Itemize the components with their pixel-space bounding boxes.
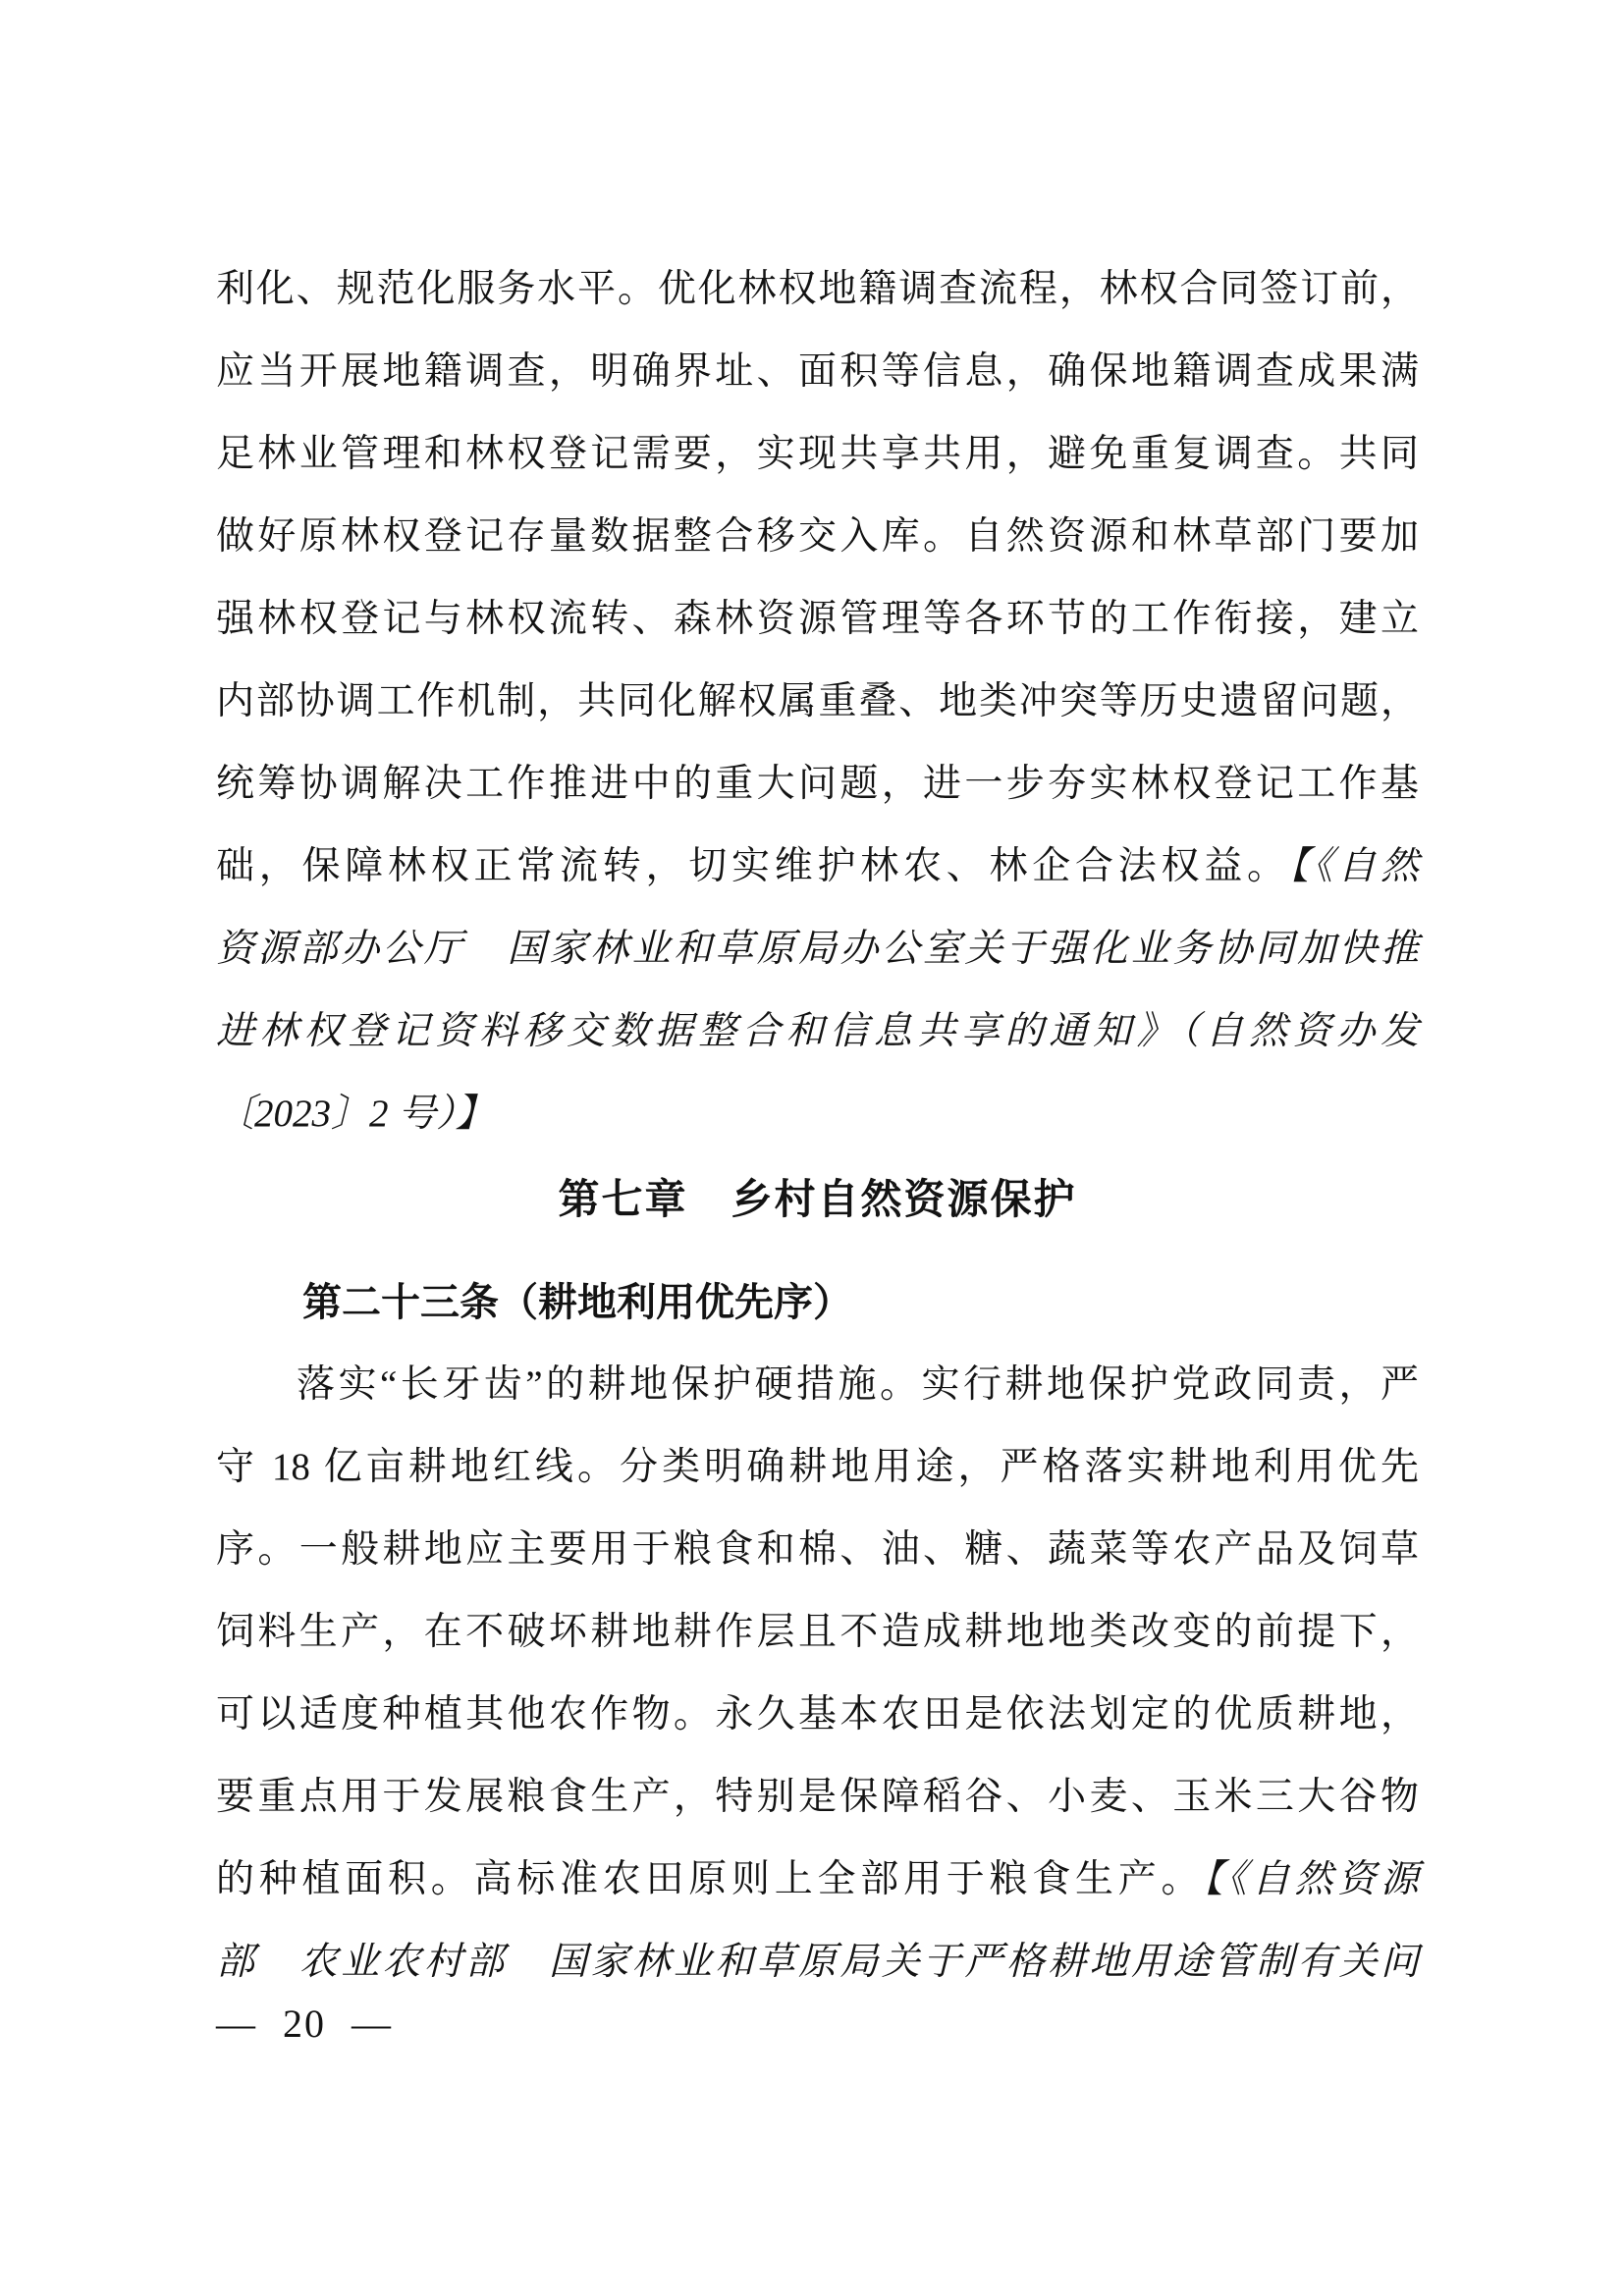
- citation-line: 进林权登记资料移交数据整合和信息共享的通知》（自然资办发: [216, 1010, 1419, 1052]
- body-line: 应当开展地籍调查，明确界址、面积等信息，确保地籍调查成果满: [216, 350, 1419, 393]
- body-line: 足林业管理和林权登记需要，实现共享共用，避免重复调查。共同: [216, 433, 1419, 475]
- body-line: 要重点用于发展粮食生产，特别是保障稻谷、小麦、玉米三大谷物: [216, 1776, 1419, 1818]
- article-heading: 第二十三条（耕地利用优先序）: [302, 1281, 852, 1324]
- body-line-with-citation: [216, 826, 1419, 908]
- body-line: 内部协调工作机制，共同化解权属重叠、地类冲突等历史遗留问题，: [216, 680, 1419, 722]
- body-line: 强林权登记与林权流转、森林资源管理等各环节的工作衔接，建立: [216, 598, 1419, 640]
- body-text: 的种植面积。高标准农田原则上全部用于粮食生产。: [216, 1858, 1205, 1900]
- body-line: 守 18 亿亩耕地红线。分类明确耕地用途，严格落实耕地利用优先: [216, 1446, 1419, 1488]
- page-number: — 20 —: [216, 2002, 393, 2046]
- body-line-with-citation: [216, 1839, 1419, 1921]
- citation-line: 资源部办公厅 国家林业和草原局办公室关于强化业务协同加快推: [216, 928, 1419, 970]
- text-block: [216, 248, 1419, 2003]
- chapter-heading: 第七章 乡村自然资源保护: [558, 1178, 1077, 1223]
- body-line: 序。一般耕地应主要用于粮食和棉、油、糖、蔬菜等农产品及饲草: [216, 1528, 1419, 1571]
- body-text: 础，保障林权正常流转，切实维护林农、林企合法权益。: [216, 845, 1290, 887]
- citation-line: 〔2023〕2 号）】: [216, 1093, 494, 1135]
- body-line: 可以适度种植其他农作物。永久基本农田是依法划定的优质耕地，: [216, 1693, 1419, 1735]
- body-line: 做好原林权登记存量数据整合移交入库。自然资源和林草部门要加: [216, 515, 1419, 558]
- body-line: 利化、规范化服务水平。优化林权地籍调查流程，林权合同签订前，: [216, 268, 1419, 310]
- body-line: 统筹协调解决工作推进中的重大问题，进一步夯实林权登记工作基: [216, 763, 1419, 805]
- citation-text: 【《自然: [1289, 845, 1419, 887]
- body-line: 饲料生产，在不破坏耕地耕作层且不造成耕地地类改变的前提下，: [216, 1611, 1419, 1653]
- citation-line: 部 农业农村部 国家林业和草原局关于严格耕地用途管制有关问: [216, 1941, 1419, 1983]
- citation-text: 【《自然资源: [1204, 1858, 1419, 1900]
- body-line: 落实“长牙齿”的耕地保护硬措施。实行耕地保护党政同责，严: [297, 1363, 1419, 1406]
